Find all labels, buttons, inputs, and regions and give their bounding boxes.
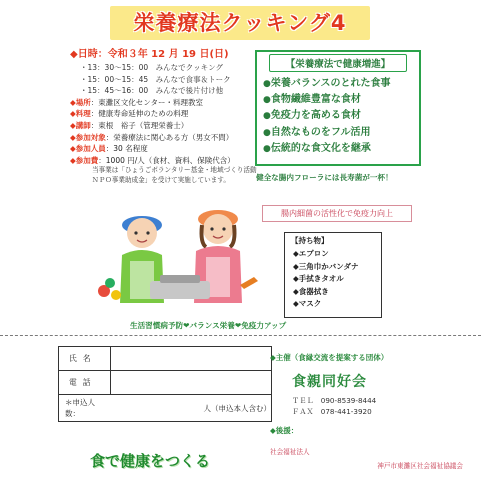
target-label: 参加対象 bbox=[75, 132, 106, 142]
teacher-label: 講師 bbox=[75, 120, 91, 130]
capacity-value: ：30 名程度 bbox=[105, 144, 148, 154]
health-point bbox=[263, 141, 419, 157]
health-point-text: 食物繊維豊富な食材 bbox=[270, 94, 361, 106]
health-point bbox=[263, 76, 419, 92]
grant-note: 当事業は「ひょうごボランタリー基金・地域づくり活動 bbox=[92, 166, 257, 175]
target-value: ：栄養療法に関心ある方（男女不問） bbox=[105, 132, 234, 142]
capacity-label: 参加人員 bbox=[75, 144, 106, 154]
cuisine-row bbox=[70, 108, 270, 120]
health-points-heading: 【栄養療法で健康増進】 bbox=[269, 54, 407, 72]
place-value: ：東灘区文化センター・料理教室 bbox=[90, 97, 203, 107]
form-row-name bbox=[59, 347, 271, 371]
form-row-phone bbox=[59, 371, 271, 395]
belongings-item: ◆手拭きタオル bbox=[293, 274, 344, 283]
place-row bbox=[70, 97, 270, 109]
cuisine-label: 料理 bbox=[75, 109, 91, 119]
date-value: 令和３年 12 月 19 日(日) bbox=[107, 49, 229, 60]
dot-icon: ● bbox=[263, 95, 271, 106]
bullet-icon: ◆ bbox=[70, 109, 76, 119]
bullet-icon: ◆ bbox=[70, 97, 76, 107]
date-label: 日時： bbox=[77, 49, 108, 60]
health-point bbox=[263, 125, 419, 141]
dot-icon: ● bbox=[263, 111, 271, 122]
gut-flora-caption: 健全な腸内フローラには長寿菌が一杯！ bbox=[256, 173, 393, 182]
bullet-icon: ◆ bbox=[70, 155, 76, 165]
fee-value: ：1000 円/人（食材、資料、保険代含） bbox=[98, 155, 235, 165]
vegetable-icon bbox=[105, 278, 115, 288]
vegetable-icon bbox=[111, 290, 121, 300]
bullet-icon: ◆ bbox=[70, 120, 76, 130]
support-label: ◆後援： bbox=[270, 426, 299, 435]
pot-icon bbox=[150, 281, 210, 299]
teacher-value: ：東根 裕子（管理栄養士） bbox=[90, 120, 189, 130]
host-label: ◆主催（食縁交流を提案する団体） bbox=[270, 353, 389, 362]
applicants-field[interactable] bbox=[59, 395, 271, 421]
schedule-item: ・15：00～15：45 みんなで食事＆トーク bbox=[80, 74, 231, 84]
dot-icon: ● bbox=[263, 79, 271, 89]
capacity-row bbox=[70, 143, 270, 155]
dot-icon: ● bbox=[263, 127, 271, 138]
applicants-unit: 人（申込本人含む） bbox=[203, 403, 271, 413]
health-tagline: 生活習慣病予防❤バランス栄養❤免疫力アップ bbox=[130, 321, 287, 330]
health-points-list bbox=[257, 74, 419, 157]
belongings-item: ◆エプロン bbox=[293, 249, 329, 258]
applicants-label: ＊申込人数： bbox=[65, 398, 95, 418]
schedule-item: ・13：30～15：00 みんなでクッキング bbox=[80, 63, 223, 72]
tel-number: ＴＥＬ 090-8539-8444 bbox=[292, 396, 377, 405]
flyer-title: 栄養療法クッキング4 bbox=[110, 6, 370, 40]
bullet-icon: ◆ bbox=[70, 144, 76, 154]
man-face-icon bbox=[127, 218, 157, 248]
schedule-item: ・15：45～16：00 みんなで後片付け他 bbox=[80, 86, 224, 96]
health-points-box bbox=[255, 50, 421, 166]
immunity-banner: 腸内細菌の活性化で免疫力向上 bbox=[262, 205, 412, 222]
dot-icon: ● bbox=[263, 143, 271, 154]
health-point bbox=[263, 108, 419, 124]
date-row bbox=[70, 48, 270, 62]
health-point bbox=[263, 92, 419, 108]
teacher-row bbox=[70, 120, 270, 132]
belongings-box bbox=[284, 232, 382, 318]
sponsor-type: 社会福祉法人 bbox=[270, 448, 310, 456]
phone-label: 電話 bbox=[59, 371, 111, 394]
slogan: 食で健康をつくる bbox=[90, 452, 211, 470]
bullet-icon: ◆ bbox=[70, 132, 76, 142]
cut-line-divider bbox=[0, 335, 481, 336]
fax-number: ＦＡＸ 078-441-3920 bbox=[292, 407, 372, 416]
belongings-item: ◆三角巾かバンダナ bbox=[293, 261, 359, 271]
form-row-applicants bbox=[59, 395, 271, 421]
carrot-icon bbox=[240, 277, 258, 289]
host-name: 食親同好会 bbox=[292, 374, 367, 390]
health-point-text: 栄養バランスのとれた食事 bbox=[270, 78, 391, 89]
cooking-couple-illustration bbox=[90, 195, 270, 310]
place-label: 場所 bbox=[75, 97, 91, 107]
woman-face-icon bbox=[203, 214, 233, 244]
belongings-item: ◆食器拭き bbox=[293, 286, 329, 296]
bullet-icon: ◆ bbox=[70, 49, 78, 60]
name-label: 氏名 bbox=[59, 347, 111, 370]
health-point-text: 自然なものをフル活用 bbox=[270, 126, 371, 138]
cuisine-value: ：健康寿命延伸のための料理 bbox=[90, 109, 189, 119]
health-point-text: 伝統的な食文化を継承 bbox=[270, 142, 371, 154]
fee-row bbox=[70, 155, 270, 167]
sponsor-name: 神戸市東灘区社会福祉協議会 bbox=[377, 462, 463, 470]
grant-note: ＮＰＯ事業助成金」を受けて実施しています。 bbox=[92, 175, 230, 184]
event-info bbox=[70, 48, 270, 185]
organizer-info bbox=[270, 352, 475, 470]
belongings-item: ◆マスク bbox=[293, 299, 322, 308]
belongings-title: 【持ち物】 bbox=[291, 236, 329, 245]
fee-label: 参加費 bbox=[75, 155, 99, 165]
phone-field[interactable] bbox=[111, 371, 271, 394]
name-field[interactable] bbox=[111, 347, 271, 370]
application-form bbox=[58, 346, 272, 422]
health-point-text: 免疫力を高める食材 bbox=[270, 110, 361, 122]
target-row bbox=[70, 132, 270, 144]
